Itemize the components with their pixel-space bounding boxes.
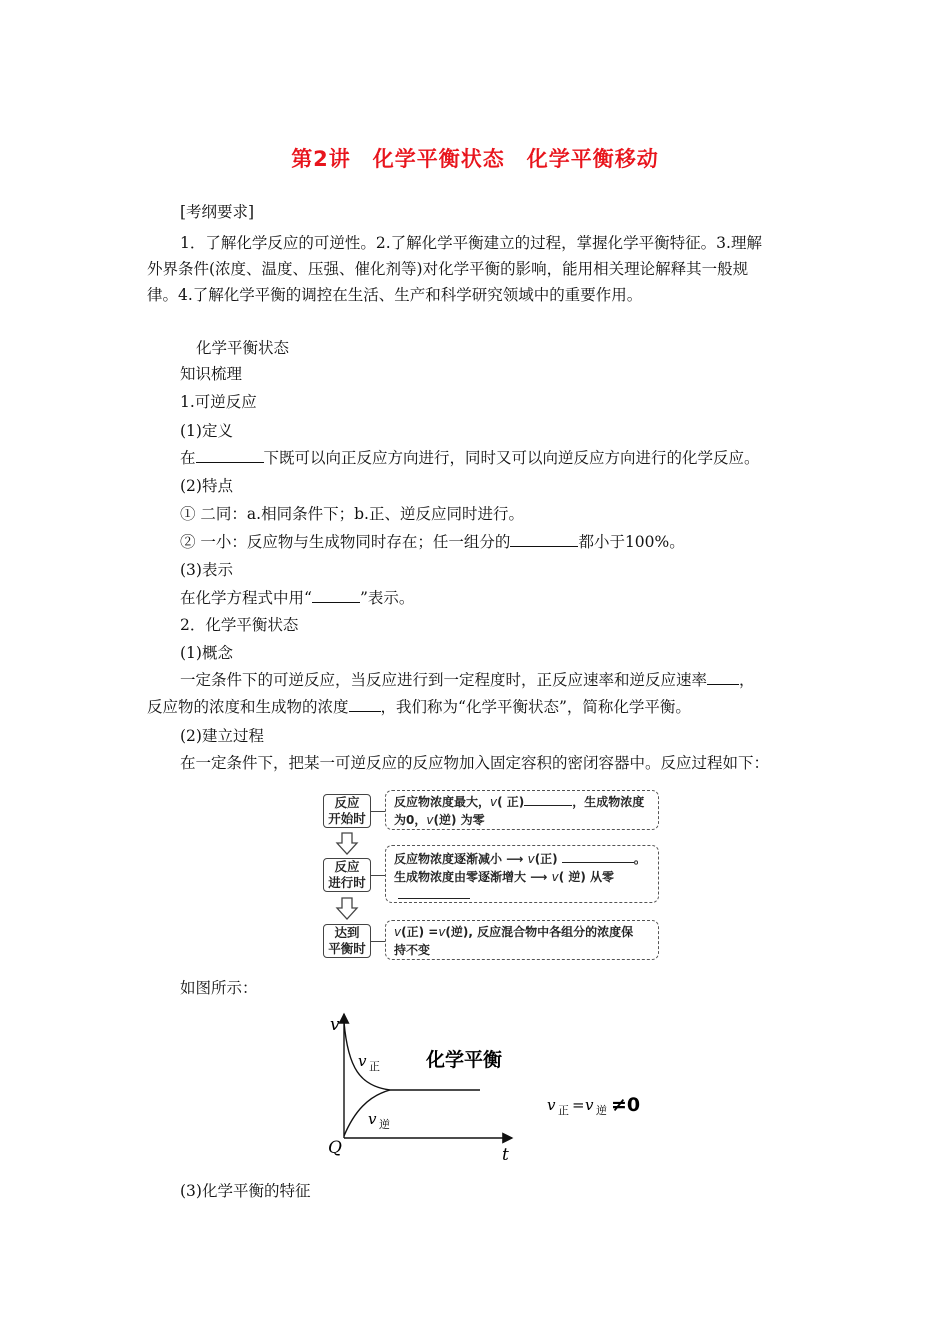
text: (逆), 反应混合物中各组分的浓度保 [445, 925, 634, 939]
page-title: 第2讲 化学平衡状态 化学平衡移动 [291, 147, 659, 171]
requirements-line-1: 1．了解化学反应的可逆性。2.了解化学平衡建立的过程，掌握化学平衡特征。3.理解 [180, 234, 762, 252]
answer-blank[interactable] [398, 886, 470, 899]
requirements-heading: [考纲要求] [180, 203, 255, 221]
equilibrium-features-heading: (3)化学平衡的特征 [180, 1182, 311, 1200]
step-3-line-1 [394, 923, 650, 941]
answer-blank[interactable] [707, 670, 739, 685]
answer-blank[interactable] [562, 850, 634, 863]
connector-line [371, 941, 385, 942]
step-3-line-2 [394, 941, 650, 959]
figure-caption: 如图所示： [180, 979, 258, 997]
text: ( 正) [497, 795, 525, 809]
item-1-heading: 1.可逆反应 [180, 393, 257, 411]
text: (逆) 为零 [433, 813, 485, 827]
answer-blank[interactable] [524, 793, 572, 806]
label-line: 反应 [334, 795, 360, 810]
requirements-line-3: 律。4.了解化学平衡的调控在生活、生产和科学研究领域中的重要作用。 [147, 286, 643, 304]
features-heading: (2)特点 [180, 477, 233, 495]
process-text: 在一定条件下，把某一可逆反应的反应物加入固定容积的密闭容器中。反应过程如下： [180, 754, 770, 772]
flow-step-equilibrium-label [323, 924, 371, 958]
connector-line [371, 811, 385, 812]
label-line: 反应 [334, 859, 360, 874]
flow-step-start-box [385, 790, 659, 830]
x-axis-label: t [502, 1145, 509, 1165]
flow-step-progress-label [323, 858, 371, 892]
concept-1-pre: 一定条件下的可逆反应，当反应进行到一定程度时，正反应速率和逆反应速率 [180, 671, 708, 689]
label-line: 开始时 [328, 811, 366, 826]
representation-post: ”表示。 [359, 589, 415, 607]
v-symbol: v [551, 870, 559, 884]
label-line: 进行时 [328, 875, 366, 890]
answer-blank[interactable] [510, 532, 578, 547]
label-line: 达到 [334, 925, 360, 940]
relation-v-forward: v [547, 1096, 556, 1114]
v-symbol: v [394, 925, 402, 939]
origin-label: Q [328, 1138, 342, 1158]
flow-step-start-label [323, 794, 371, 828]
concept-heading: (1)概念 [180, 644, 233, 662]
step-2-line-1: 反应物浓度逐渐减小 ⟶ v(正) 。 [394, 852, 646, 866]
text: ，生成物浓度 [572, 795, 645, 809]
section-heading: 化学平衡状态 [196, 339, 290, 357]
text: 反应物浓度最大， [394, 795, 491, 809]
rate-time-graph [320, 1008, 660, 1168]
forward-rate-label: v [358, 1052, 367, 1070]
label-line: 平衡时 [328, 941, 366, 956]
reverse-rate-subscript: 逆 [379, 1118, 390, 1131]
definition-text [180, 448, 760, 468]
process-heading: (2)建立过程 [180, 727, 264, 745]
v-symbol: v [490, 795, 498, 809]
v-symbol: v [527, 852, 535, 866]
definition-pre: 在 [180, 449, 196, 467]
answer-blank[interactable] [349, 697, 381, 712]
definition-post: 下既可以向正反应方向进行，同时又可以向逆反应方向进行的化学反应。 [263, 449, 760, 467]
equilibrium-relation [545, 1090, 665, 1120]
flow-step-equilibrium-box [385, 920, 659, 960]
representation-text [180, 588, 414, 608]
y-axis-label: v [330, 1015, 340, 1035]
concept-line-1 [180, 670, 755, 690]
concept-2-pre: 反应物的浓度和生成物的浓度 [147, 698, 349, 716]
concept-2-post: ，我们称为“化学平衡状态”，简称化学平衡。 [380, 698, 691, 716]
relation-subscript-reverse: 逆 [596, 1104, 607, 1117]
text: (正) [534, 852, 558, 866]
concept-line-2 [147, 697, 691, 717]
concept-1-post: ， [739, 671, 755, 689]
down-arrow-icon [335, 832, 359, 856]
text: 。 [633, 852, 646, 866]
v-symbol: v [426, 813, 434, 827]
answer-blank[interactable] [312, 588, 360, 603]
definition-heading: (1)定义 [180, 422, 233, 440]
equilibrium-label: 化学平衡 [426, 1049, 503, 1071]
feature-2-post: 都小于100%。 [578, 533, 685, 551]
reverse-rate-label: v [368, 1110, 377, 1128]
text: 持不变 [394, 943, 431, 957]
step-1-line-1 [394, 793, 650, 811]
feature-2-pre: ② 一小：反应物与生成物同时存在；任一组分的 [180, 533, 511, 551]
step-2-line-2: 生成物浓度由零逐渐增大 ⟶ v( 逆) 从零 [394, 870, 615, 884]
representation-heading: (3)表示 [180, 561, 233, 579]
relation-not-zero: ≠0 [611, 1094, 641, 1116]
v-symbol: v [438, 925, 446, 939]
feature-2 [180, 532, 685, 552]
relation-equals: = [572, 1096, 585, 1114]
knowledge-subheading: 知识梳理 [180, 365, 243, 383]
text: 反应物浓度逐渐减小 [394, 852, 503, 866]
text: 为0， [394, 813, 427, 827]
relation-subscript-forward: 正 [558, 1104, 569, 1117]
feature-1: ① 二同：a.相同条件下；b.正、逆反应同时进行。 [180, 505, 524, 523]
relation-v-reverse: v [585, 1096, 594, 1114]
item-2-heading: 2．化学平衡状态 [180, 616, 299, 634]
connector-line [371, 875, 385, 876]
text: ( 逆) 从零 [558, 870, 615, 884]
step-1-line-2 [394, 811, 650, 829]
text: (正) = [401, 925, 439, 939]
step-2-line-3 [394, 886, 650, 904]
down-arrow-icon [335, 897, 359, 921]
requirements-line-2: 外界条件(浓度、温度、压强、催化剂等)对化学平衡的影响，能用相关理论解释其一般规 [147, 260, 749, 278]
answer-blank[interactable] [196, 448, 264, 463]
forward-rate-subscript: 正 [369, 1060, 380, 1073]
text: 生成物浓度由零逐渐增大 [394, 870, 527, 884]
representation-pre: 在化学方程式中用“ [180, 589, 312, 607]
flow-step-progress-box [385, 845, 659, 903]
